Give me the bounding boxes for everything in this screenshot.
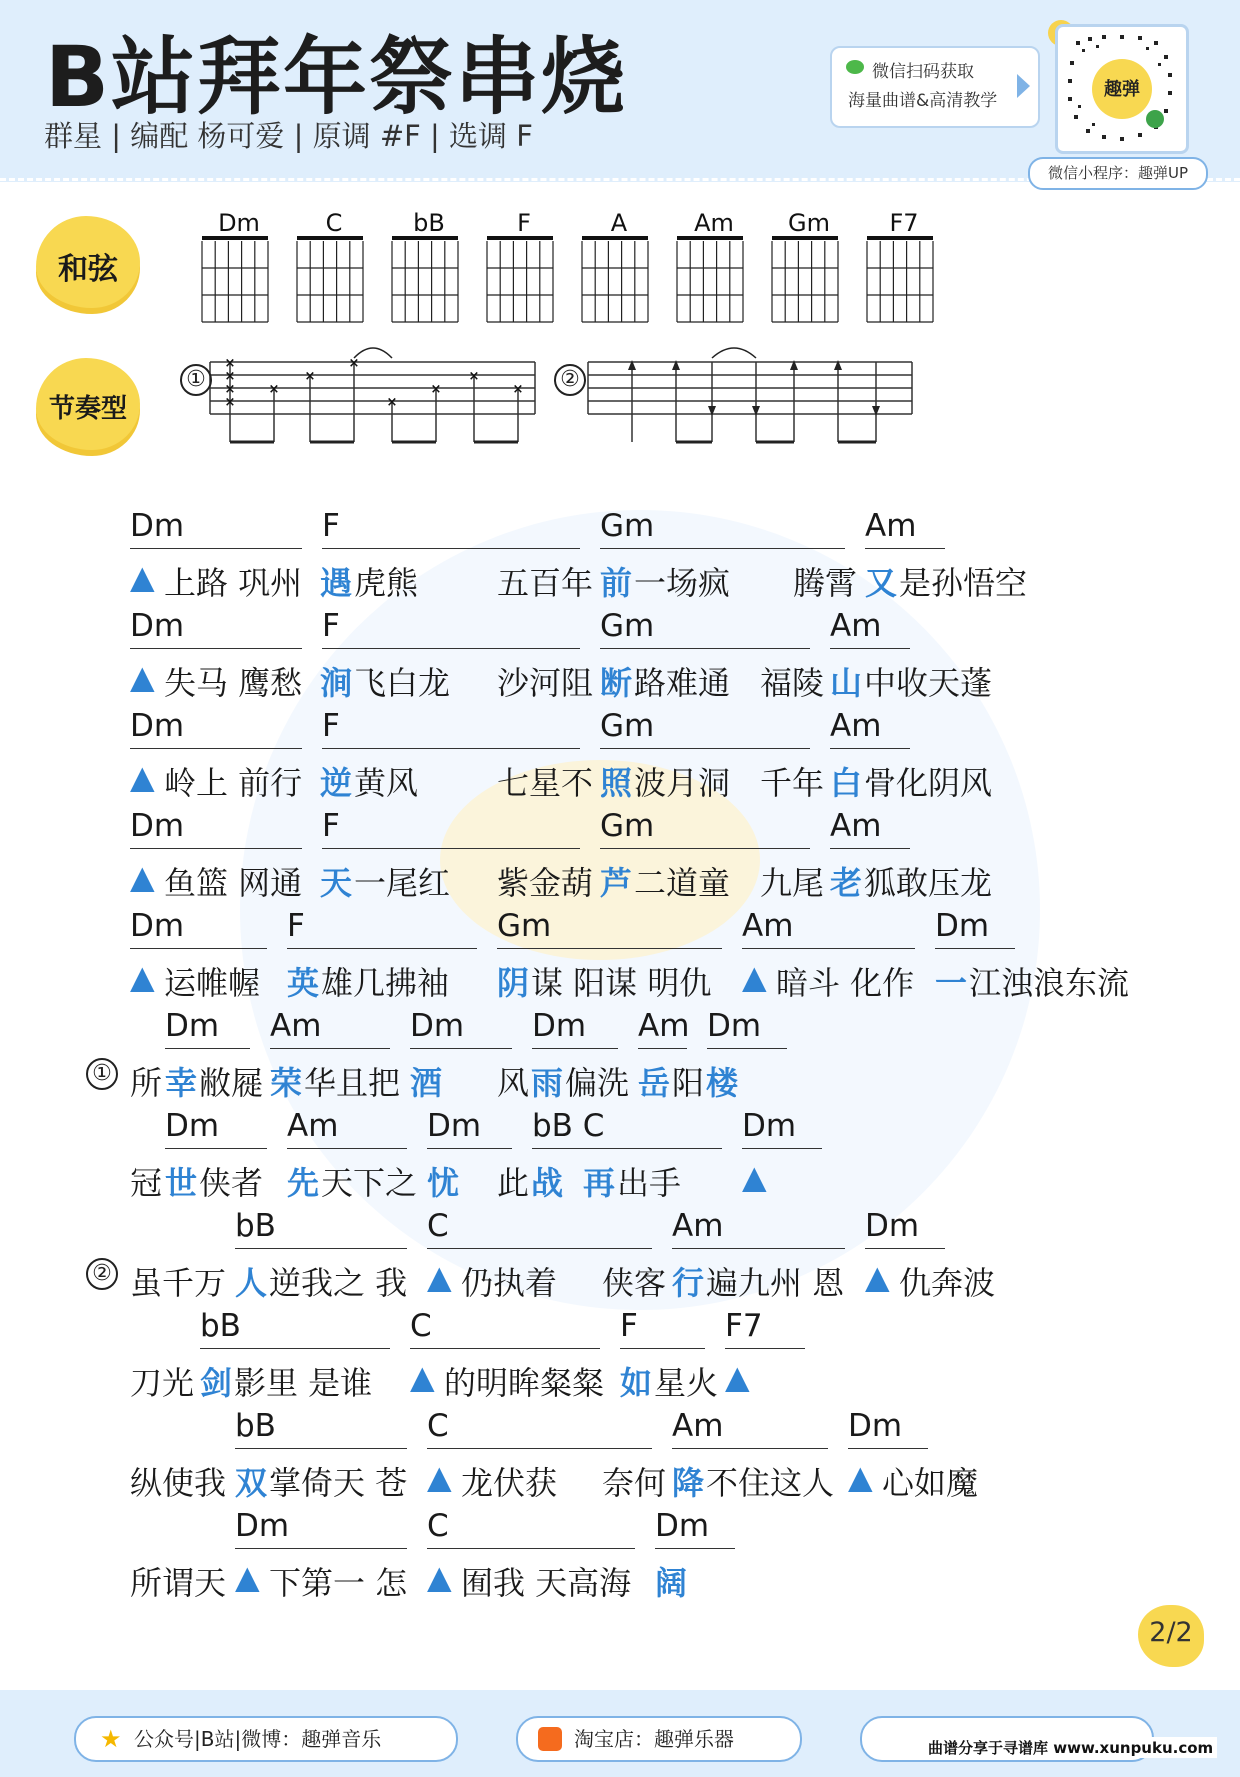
chord-symbol: bB [235,1208,276,1244]
rhythm-label: 节奏型 [48,394,127,424]
chord-underline [270,1048,390,1049]
lyric-text: 遍九州 恩 [706,1264,845,1302]
chord-symbol: bB [235,1408,276,1444]
chord-diagram-0 [202,209,268,322]
chord-symbol: Dm [707,1008,762,1044]
strum-marker-icon: ▲ [865,1258,890,1296]
accent-lyric: 酒 [410,1064,443,1102]
strum-marker-icon: ▲ [427,1258,452,1296]
rhythm-patterns [170,332,930,452]
chord-line [0,908,1240,948]
accent-lyric: 双 [235,1464,268,1502]
lyric-text: 沙河阻 [497,664,594,702]
chord-underline [600,748,810,749]
lyric-line [0,658,1240,702]
lyric-text: 暗斗 化作 [776,964,915,1002]
svg-text:×: × [468,369,480,384]
chord-underline [287,948,477,949]
chord-underline [620,1348,705,1349]
lyric-text: 一场疯 [634,564,731,602]
lyric-text: 此 [497,1164,530,1202]
chord-underline [427,1148,512,1149]
chord-symbol: Am [830,808,882,844]
lyric-text: 失马 鹰愁 [164,664,303,702]
chord-underline [427,1448,652,1449]
chord-underline [200,1348,390,1349]
chord-name: C [325,209,343,237]
chord-underline [130,948,267,949]
chord-underline [865,548,945,549]
chord-name: F [517,209,531,237]
accent-lyric: 忧 [427,1164,460,1202]
taobao-icon [538,1727,562,1751]
accent-lyric: 阴 [497,964,530,1002]
svg-text:×: × [224,356,236,371]
chord-symbol: Gm [600,608,655,644]
svg-text:×: × [224,369,236,384]
accent-lyric: 断 [600,664,633,702]
lyric-text: 是孙悟空 [899,564,1028,602]
chord-symbol: Dm [848,1408,903,1444]
lyric-text: 雄几拂袖 [321,964,450,1002]
chord-underline [427,1248,652,1249]
strum-marker-icon: ▲ [427,1558,452,1596]
qr-code[interactable] [1055,24,1189,154]
chord-symbol: Dm [742,1108,797,1144]
chord-name: A [610,209,628,237]
svg-text:×: × [224,395,236,410]
social-text: 公众号|B站|微博：趣弹音乐 [134,1727,382,1751]
chord-symbol: Dm [427,1108,482,1144]
lyric-text: 侠客 [602,1264,667,1302]
chevron-right-icon [1017,74,1030,98]
svg-text:×: × [268,382,280,397]
rhythm-marker-2: ② [554,364,586,396]
chord-underline [427,1548,635,1549]
lyric-text: 虽千万 [130,1264,227,1302]
strum-marker-icon: ▲ [130,558,155,596]
chord-underline [532,1148,722,1149]
lyric-text: 波月洞 [634,764,731,802]
chord-symbol: F [322,708,340,744]
strum-marker-icon: ▲ [235,1558,260,1596]
rhythm-marker-1: ① [180,364,212,396]
lyric-text: 腾霄 [793,564,858,602]
svg-text:×: × [224,382,236,397]
accent-lyric: 战 [531,1164,564,1202]
rhythm-pattern-2 [588,348,912,442]
chord-underline [532,1048,618,1049]
chord-symbol: Dm [130,708,185,744]
strum-marker-icon: ▲ [130,858,155,896]
chord-underline [672,1448,828,1449]
accent-lyric: 又 [865,564,898,602]
chord-underline [322,848,580,849]
page-number: 2/2 [1138,1605,1204,1667]
chord-underline [130,548,302,549]
lyric-text: 狐敢压龙 [864,864,993,902]
chord-symbol: Am [742,908,794,944]
chord-underline [322,548,580,549]
chord-underline [865,1248,945,1249]
chords-badge [36,216,140,308]
lyric-line [0,558,1240,602]
lyric-text: 中收天蓬 [864,664,993,702]
chord-symbol: Dm [165,1108,220,1144]
chord-line [0,1208,1240,1248]
lyric-text: 奈何 [602,1464,667,1502]
chord-diagram-5 [677,209,743,322]
accent-lyric: 天 [320,864,353,902]
chord-underline [742,1148,822,1149]
lyric-text: 影里 是谁 [234,1364,373,1402]
lyric-line [0,1558,1240,1602]
chord-symbol: Gm [600,508,655,544]
chord-symbol: Gm [600,708,655,744]
chord-underline [830,748,910,749]
lyric-text: 七星不 [497,764,594,802]
svg-text:×: × [386,395,398,410]
chord-line [0,508,1240,548]
watermark: 曲谱分享于寻谱库 www.xunpuku.com [924,1737,1217,1758]
chord-diagram-3 [487,209,553,322]
chord-underline [655,1548,735,1549]
chord-symbol: Am [865,508,917,544]
chord-underline [165,1148,267,1149]
promo-line-1: 微信扫码获取 [872,62,974,82]
lyric-line [0,1358,1240,1402]
chord-underline [235,1248,407,1249]
taobao-text: 淘宝店：趣弹乐器 [574,1727,734,1751]
lyric-text: 风 [497,1064,530,1102]
chord-symbol: Am [672,1408,724,1444]
accent-lyric: 一 [935,964,968,1002]
promo-card[interactable] [830,46,1040,128]
lyric-text: 所 [130,1064,163,1102]
chord-symbol: C [427,1508,449,1544]
lyric-text: 星火 [654,1364,719,1402]
chord-underline [497,948,722,949]
chord-underline [707,1048,787,1049]
chord-underline [410,1348,600,1349]
lyric-line [0,1258,1240,1302]
lyric-text: 掌倚天 苍 [269,1464,408,1502]
chords-label: 和弦 [58,252,118,287]
chord-symbol: F [620,1308,638,1344]
strum-marker-icon: ▲ [427,1458,452,1496]
chord-symbol: Dm [130,808,185,844]
accent-lyric: 老 [830,864,863,902]
accent-lyric: 楼 [706,1064,739,1102]
lyric-text: 黄风 [354,764,419,802]
chord-line [0,608,1240,648]
lyric-text: 一尾红 [354,864,451,902]
chord-underline [742,948,915,949]
lyric-text: 五百年 [497,564,594,602]
chord-underline [935,948,1015,949]
lyric-text: 上路 巩州 [164,564,303,602]
svg-text:×: × [430,382,442,397]
chord-line [0,1308,1240,1348]
chord-underline [600,548,845,549]
accent-lyric: 白 [830,764,863,802]
verse-marker-1: ① [86,1058,118,1090]
chord-underline [322,748,580,749]
star-icon: ★ [100,1725,122,1753]
mini-program-label[interactable]: 微信小程序：趣弹UP [1028,157,1208,190]
strum-marker-icon: ▲ [742,1158,767,1196]
lyric-text: 冠 [130,1164,163,1202]
chord-name: Gm [788,209,830,237]
chord-symbol: Dm [130,608,185,644]
accent-lyric: 荣 [270,1064,303,1102]
lyric-text: 龙伏获 [461,1464,558,1502]
accent-lyric: 再 [583,1164,616,1202]
chord-underline [638,1048,687,1049]
chord-diagrams [190,205,970,325]
lyric-line [0,758,1240,802]
accent-lyric: 芦 [600,864,633,902]
lyric-text: 九尾 [760,864,825,902]
chord-line [0,1108,1240,1148]
chord-underline [130,848,302,849]
chord-symbol: Dm [235,1508,290,1544]
taobao-pill[interactable] [516,1716,802,1762]
lyric-text: 仇奔波 [899,1264,996,1302]
chord-diagram-7 [867,209,933,322]
promo-line-2: 海量曲谱&高清教学 [848,91,998,111]
chord-line [0,808,1240,848]
chord-symbol: F [322,508,340,544]
strum-marker-icon: ▲ [130,958,155,996]
lyric-text: 飞白龙 [354,664,451,702]
accent-lyric: 遇 [320,564,353,602]
chord-diagram-6 [772,209,838,322]
chord-symbol: Am [638,1008,690,1044]
chord-symbol: Dm [130,508,185,544]
accent-lyric: 英 [287,964,320,1002]
accent-lyric: 前 [600,564,633,602]
strum-marker-icon: ▲ [725,1358,750,1396]
chord-underline [725,1348,805,1349]
lyric-text: 出手 [617,1164,682,1202]
strum-marker-icon: ▲ [130,658,155,696]
lyric-text: 侠者 [199,1164,264,1202]
chord-symbol: Gm [600,808,655,844]
social-pill[interactable] [74,1716,458,1762]
svg-text:×: × [512,382,524,397]
chord-symbol: Gm [497,908,552,944]
accent-lyric: 如 [620,1364,653,1402]
chord-underline [287,1148,407,1149]
accent-lyric: 雨 [531,1064,564,1102]
lyric-line [0,1158,1240,1202]
chord-underline [235,1548,407,1549]
chord-underline [322,648,580,649]
lyric-text: 的明眸粲粲 [444,1364,605,1402]
lyric-text: 江浊浪东流 [969,964,1130,1002]
lyric-text: 天下之 [321,1164,418,1202]
strum-marker-icon: ▲ [742,958,767,996]
accent-lyric: 岳 [638,1064,671,1102]
chord-line [0,1508,1240,1548]
chord-underline [830,848,910,849]
chord-underline [130,748,302,749]
chord-name: Am [694,209,734,237]
svg-text:×: × [348,356,360,371]
chord-symbol: Dm [130,908,185,944]
lyric-line [0,1458,1240,1502]
chord-underline [165,1048,250,1049]
chord-diagram-1 [297,209,363,322]
lyric-line [0,958,1240,1002]
chord-symbol: F [322,608,340,644]
chord-symbol: F7 [725,1308,763,1344]
chord-symbol: bB [200,1308,241,1344]
chord-symbol: F [322,808,340,844]
chord-underline [130,648,302,649]
lyric-text: 虎熊 [354,564,419,602]
accent-lyric: 山 [830,664,863,702]
chord-symbol: bB C [532,1108,605,1144]
lyric-text: 二道童 [634,864,731,902]
chord-name: F7 [889,209,919,237]
lyric-text: 紫金葫 [497,864,594,902]
lyric-text: 逆我之 我 [269,1264,408,1302]
chord-underline [600,848,810,849]
lyric-text: 所谓天 [130,1564,227,1602]
rhythm-badge [36,358,140,450]
lyric-text: 谋 阳谋 明仇 [531,964,712,1002]
chord-underline [600,648,810,649]
accent-lyric: 阔 [655,1564,688,1602]
strum-marker-icon: ▲ [130,758,155,796]
lyric-text: 阳 [672,1064,705,1102]
chord-symbol: Am [287,1108,339,1144]
chord-symbol: Dm [532,1008,587,1044]
chord-symbol: Dm [165,1008,220,1044]
wechat-icon [846,60,864,74]
chord-underline [410,1048,512,1049]
chord-symbol: C [410,1308,432,1344]
accent-lyric: 行 [672,1264,705,1302]
chord-symbol: C [427,1408,449,1444]
accent-lyric: 剑 [200,1364,233,1402]
lyric-text: 骨化阴风 [864,764,993,802]
lyric-text: 敝屣 [199,1064,264,1102]
lyric-text: 心如魔 [882,1464,979,1502]
accent-lyric: 照 [600,764,633,802]
chord-name: Dm [218,209,260,237]
lyric-text: 华且把 [304,1064,401,1102]
rhythm-pattern-1 [210,348,535,442]
lyric-text: 福陵 [760,664,825,702]
accent-lyric: 人 [235,1264,268,1302]
lyric-line [0,858,1240,902]
lyric-text: 囿我 天高海 [461,1564,632,1602]
chord-line [0,1408,1240,1448]
chord-symbol: Dm [655,1508,710,1544]
lyric-text: 纵使我 [130,1464,227,1502]
lyric-text: 刀光 [130,1364,195,1402]
accent-lyric: 逆 [320,764,353,802]
chord-symbol: Dm [865,1208,920,1244]
chord-diagram-4 [582,209,648,322]
strum-marker-icon: ▲ [848,1458,873,1496]
lyric-text: 不住这人 [706,1464,835,1502]
lyric-text: 下第一 怎 [269,1564,408,1602]
svg-text:×: × [304,369,316,384]
chord-symbol: Am [830,708,882,744]
chord-symbol: C [427,1208,449,1244]
chord-underline [672,1248,845,1249]
lyric-text: 岭上 前行 [164,764,303,802]
lyric-text: 运帷幄 [164,964,261,1002]
accent-lyric: 涧 [320,664,353,702]
chord-symbol: Am [672,1208,724,1244]
song-title: B站拜年祭串烧 [45,28,628,126]
lyric-text: 仍执着 [461,1264,558,1302]
chord-underline [830,648,910,649]
qr-center-text: 趣弹 [1104,79,1140,100]
verse-marker-2: ② [86,1258,118,1290]
strum-marker-icon: ▲ [410,1358,435,1396]
accent-lyric: 先 [287,1164,320,1202]
chord-name: bB [413,209,445,237]
chord-line [0,708,1240,748]
lyric-text: 偏洗 [565,1064,630,1102]
lyric-text: 鱼篮 网通 [164,864,303,902]
chord-symbol: Am [830,608,882,644]
song-subtitle: 群星 | 编配 杨可爱 | 原调 #F | 选调 F [44,119,533,153]
accent-lyric: 降 [672,1464,705,1502]
accent-lyric: 世 [165,1164,198,1202]
lyric-text: 千年 [760,764,825,802]
chord-symbol: F [287,908,305,944]
chord-symbol: Am [270,1008,322,1044]
chord-line [0,1008,1240,1048]
chord-underline [848,1448,928,1449]
chord-diagram-2 [392,209,458,322]
accent-lyric: 幸 [165,1064,198,1102]
chord-symbol: Dm [935,908,990,944]
lyric-line [0,1058,1240,1102]
chord-symbol: Dm [410,1008,465,1044]
lyric-text: 路难通 [634,664,731,702]
chord-underline [235,1448,407,1449]
